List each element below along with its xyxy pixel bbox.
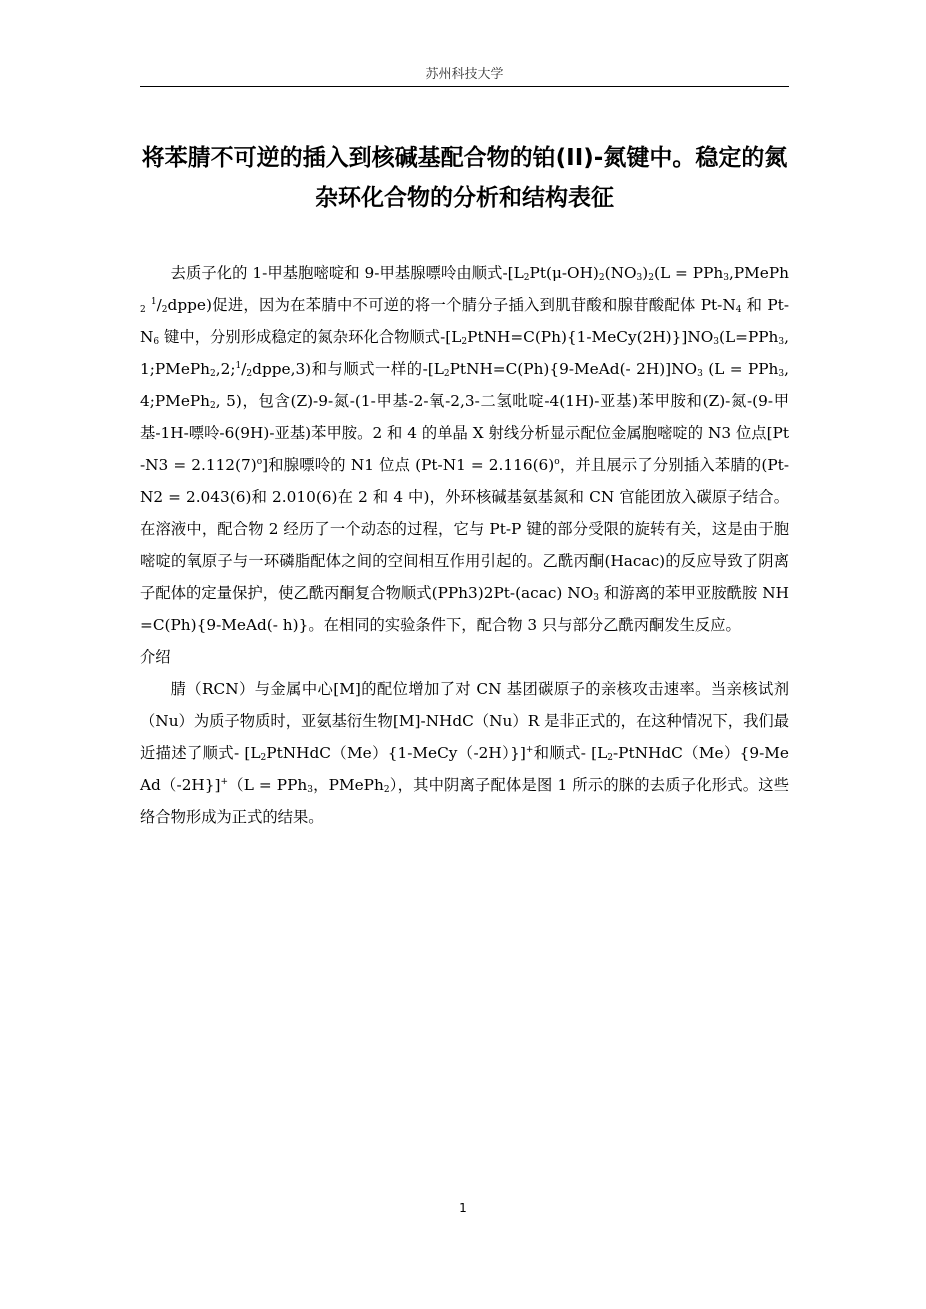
- page-number: 1: [459, 1201, 467, 1215]
- header-rule: [140, 86, 789, 87]
- document-body: [140, 257, 789, 833]
- section-heading-intro: 介绍: [140, 648, 171, 666]
- running-header: 苏州科技大学: [425, 67, 504, 82]
- abstract-paragraph: 去质子化的 1-甲基胞嘧啶和 9-甲基腺嘌呤由顺式$-[L_2Pt(\mu-OH)_2(NO_3)_2(L$ = PPh$_3$,PMePh$_2$ $^1/_2dppe$)促进，因为在苯腈中不可逆的将一个腈分子插入到肌苷酸和腺苷酸配体 $Pt-N_4$ 和 $Pt-N_6$ 键中，分别形成稳定的氮杂环化合物顺式$-[L_2PtNH=C(Ph)\{1-MeCy(2H)\}]NO_3(L=PPh_3,1;PMePh_2,2;^1/_2dppe,3)$和与顺式一样的$-[L_2PtNH=C(Ph)\{9-MeAd(-$ $2H)]NO_3$ (L = PPh$_3$, 4;PMePh$_2$, 5)，包含(Z)-9-氮-(1-甲基-2-氧-2,3-二氢吡啶-4(1H)-亚基)苯甲胺和(Z)-氮-(9-甲基-1H-嘌呤-6(9H)-亚基)苯甲胺。2 和 4 的单晶 X 射线分析显示配位金属胞嘧啶的 N3 位点$[Pt-N3 = 2.112(7)^o]$和腺嘌呤的 N1 位点 ($Pt-N1 = 2.116(6)^o$，并且展示了分别插入苯腈的(Pt-N2 = 2.043(6)和 2.010(6)在 2 和 4 中)，外环核碱基氨基氮和 CN 官能团放入碳原子结合。在溶液中，配合物 2 经历了一个动态的过程，它与 Pt-P 键的部分受限的旋转有关，这是由于胞嘧啶的氧原子与一环磷脂配体之间的空间相互作用引起的。乙酰丙酮(Hacac)的反应导致了阴离子配体的定量保护，使乙酰丙酮复合物顺式(PPh3)2Pt-(acac) $NO_3$ 和游离的苯甲亚胺酰胺 NH=C(Ph){9-MeAd(- h)}。在相同的实验条件下，配合物 3 只与部分乙酰丙酮发生反应。: [140, 264, 790, 634]
- intro-paragraph: 腈（RCN）与金属中心[M]的配位增加了对 CN 基团碳原子的亲核攻击速率。当亲核试剂（Nu）为质子物质时，亚氨基衍生物[M]-NHdC（Nu）R 是非正式的，在这种情况下，我们最近描述了顺式- $[L_2PtNHdC(Me)\{1-MeCy(-2H)\}]^+$和顺式- [$L_2-PtNHdC(Me)\{9-MeAd(-2H\}]^+(L = PPh_3$，PMePh$_2$），其中阴离子配体是图 1 所示的脒的去质子化形式。这些络合物形成为正式的结果。: [140, 680, 790, 826]
- document-title: 将苯腈不可逆的插入到核碱基配合物的铂(II)-氮键中。稳定的氮杂环化合物的分析和结构表征: [141, 145, 788, 211]
